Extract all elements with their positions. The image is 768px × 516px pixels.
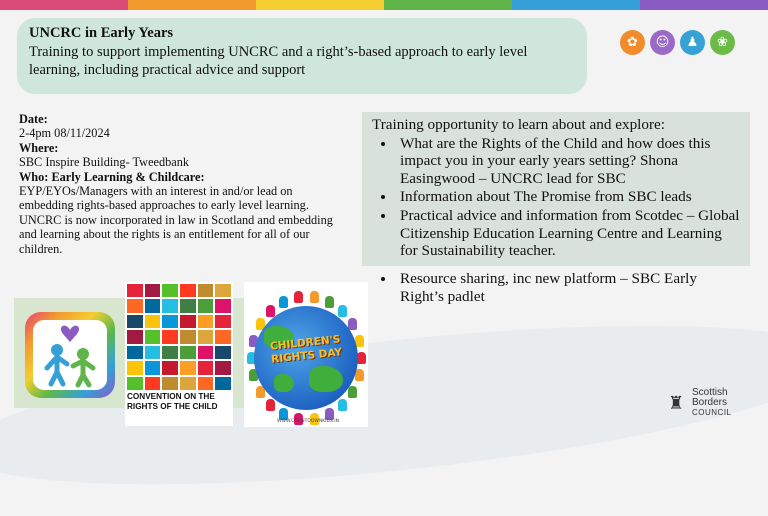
right-tile bbox=[127, 361, 143, 374]
child-figure bbox=[338, 399, 347, 411]
title-box bbox=[17, 18, 587, 94]
right-tile bbox=[198, 299, 214, 312]
right-tile bbox=[162, 330, 178, 343]
right-tile bbox=[198, 284, 214, 297]
right-tile bbox=[162, 284, 178, 297]
right-tile bbox=[145, 346, 161, 359]
who-label: Who: Early Learning & Childcare: bbox=[19, 169, 205, 184]
top-bar-yellow bbox=[256, 0, 384, 10]
right-tile bbox=[162, 361, 178, 374]
right-tile bbox=[127, 377, 143, 390]
where-label: Where: bbox=[19, 140, 59, 155]
page-title: UNCRC in Early Years bbox=[29, 25, 174, 41]
right-tile bbox=[180, 346, 196, 359]
explore-intro: Training opportunity to learn about and explore: bbox=[372, 116, 666, 133]
right-tile bbox=[215, 284, 231, 297]
right-tile bbox=[127, 299, 143, 312]
top-bar-blue bbox=[512, 0, 640, 10]
right-tile bbox=[145, 361, 161, 374]
right-tile bbox=[180, 361, 196, 374]
right-tile bbox=[180, 377, 196, 390]
child-figure bbox=[338, 305, 347, 317]
rights-logo-family-icon: ♟ bbox=[680, 30, 705, 55]
explore-extra bbox=[362, 270, 750, 305]
explore-list bbox=[372, 135, 740, 260]
child-figure bbox=[357, 352, 366, 364]
right-tile bbox=[145, 284, 161, 297]
child-figure bbox=[348, 318, 357, 330]
date-label: Date: bbox=[19, 112, 48, 126]
right-tile bbox=[127, 315, 143, 328]
child-figure bbox=[310, 291, 319, 303]
right-tile bbox=[215, 346, 231, 359]
council-name-line1: Scottish bbox=[692, 387, 728, 398]
poster-caption: CONVENTION ON THE RIGHTS OF THE CHILD bbox=[127, 392, 231, 424]
uncrc-poster bbox=[125, 282, 233, 426]
right-tile bbox=[215, 330, 231, 343]
right-tile bbox=[180, 330, 196, 343]
rights-logo-group-icon: ❀ bbox=[710, 30, 735, 55]
app-icon-inner bbox=[33, 320, 107, 390]
event-details bbox=[19, 112, 349, 256]
right-tile bbox=[162, 299, 178, 312]
rights-day-url: WWW.COUNTDOWNKIDS.IN bbox=[277, 419, 339, 424]
right-tile bbox=[198, 361, 214, 374]
explore-extra-list bbox=[372, 270, 740, 305]
right-tile bbox=[215, 299, 231, 312]
council-logo bbox=[668, 388, 732, 418]
right-tile bbox=[215, 315, 231, 328]
uncrc-note: UNCRC is now incorporated in law in Scotland and embedding and learning about the rights is an entitlement for all of our children. bbox=[19, 212, 333, 256]
top-color-bar bbox=[0, 0, 768, 10]
explore-item-resource: • Resource sharing, inc new platform – SBC Early Right’s padlet bbox=[396, 270, 740, 305]
right-tile bbox=[127, 284, 143, 297]
page-subtitle: Training to support implementing UNCRC and a right’s-based approach to early level learning, including practical advice and support bbox=[29, 44, 528, 78]
child-figure bbox=[266, 399, 275, 411]
council-crest-icon: ♜ bbox=[668, 393, 685, 413]
council-name-line2: Borders bbox=[692, 397, 728, 408]
explore-item: • Information about The Promise from SBC leads bbox=[396, 188, 740, 206]
council-name bbox=[692, 388, 732, 418]
top-bar-orange bbox=[128, 0, 256, 10]
rights-icon-grid bbox=[127, 284, 231, 390]
top-bar-pink bbox=[0, 0, 128, 10]
right-tile bbox=[215, 361, 231, 374]
explore-item: • Practical advice and information from Scotdec – Global Citizenship Education Learning Centre and Learning for Sustainability teacher. bbox=[396, 207, 740, 260]
right-tile bbox=[180, 299, 196, 312]
right-tile bbox=[127, 330, 143, 343]
right-tile bbox=[198, 315, 214, 328]
explore-box bbox=[362, 112, 750, 266]
child-figure bbox=[325, 296, 334, 308]
right-tile bbox=[162, 377, 178, 390]
globe-land bbox=[274, 374, 294, 392]
child-figure bbox=[266, 305, 275, 317]
right-tile bbox=[145, 377, 161, 390]
council-name-line3: COUNCIL bbox=[692, 408, 732, 417]
right-tile bbox=[215, 377, 231, 390]
who-value: EYP/EYOs/Managers with an interest in and/or lead on embedding rights-based approaches to early level learning. bbox=[19, 184, 309, 213]
right-tile bbox=[145, 299, 161, 312]
date-value: 2-4pm 08/11/2024 bbox=[19, 126, 110, 141]
rights-logo-activity-icon: ✿ bbox=[620, 30, 645, 55]
globe-land bbox=[309, 366, 343, 392]
child-figure bbox=[348, 386, 357, 398]
children-figures-icon bbox=[33, 320, 107, 390]
rights-day-title: CHILDREN'S RIGHTS DAY bbox=[269, 333, 343, 366]
rights-logo-child-icon: ☺ bbox=[650, 30, 675, 55]
top-bar-purple bbox=[640, 0, 768, 10]
right-tile bbox=[127, 346, 143, 359]
right-tile bbox=[180, 315, 196, 328]
top-bar-green bbox=[384, 0, 512, 10]
right-tile bbox=[162, 346, 178, 359]
right-tile bbox=[180, 284, 196, 297]
children-app-icon bbox=[25, 312, 115, 398]
right-tile bbox=[145, 330, 161, 343]
child-figure bbox=[294, 291, 303, 303]
child-figure bbox=[279, 296, 288, 308]
explore-item: • What are the Rights of the Child and how does this impact you in your early years setting? Shona Easingwood – UNCRC lead for SBC bbox=[396, 135, 740, 188]
right-tile bbox=[198, 346, 214, 359]
right-tile bbox=[162, 315, 178, 328]
right-tile bbox=[198, 330, 214, 343]
rights-logos bbox=[620, 30, 735, 55]
right-tile bbox=[145, 315, 161, 328]
right-tile bbox=[198, 377, 214, 390]
where-value: SBC Inspire Building- Tweedbank bbox=[19, 155, 190, 170]
